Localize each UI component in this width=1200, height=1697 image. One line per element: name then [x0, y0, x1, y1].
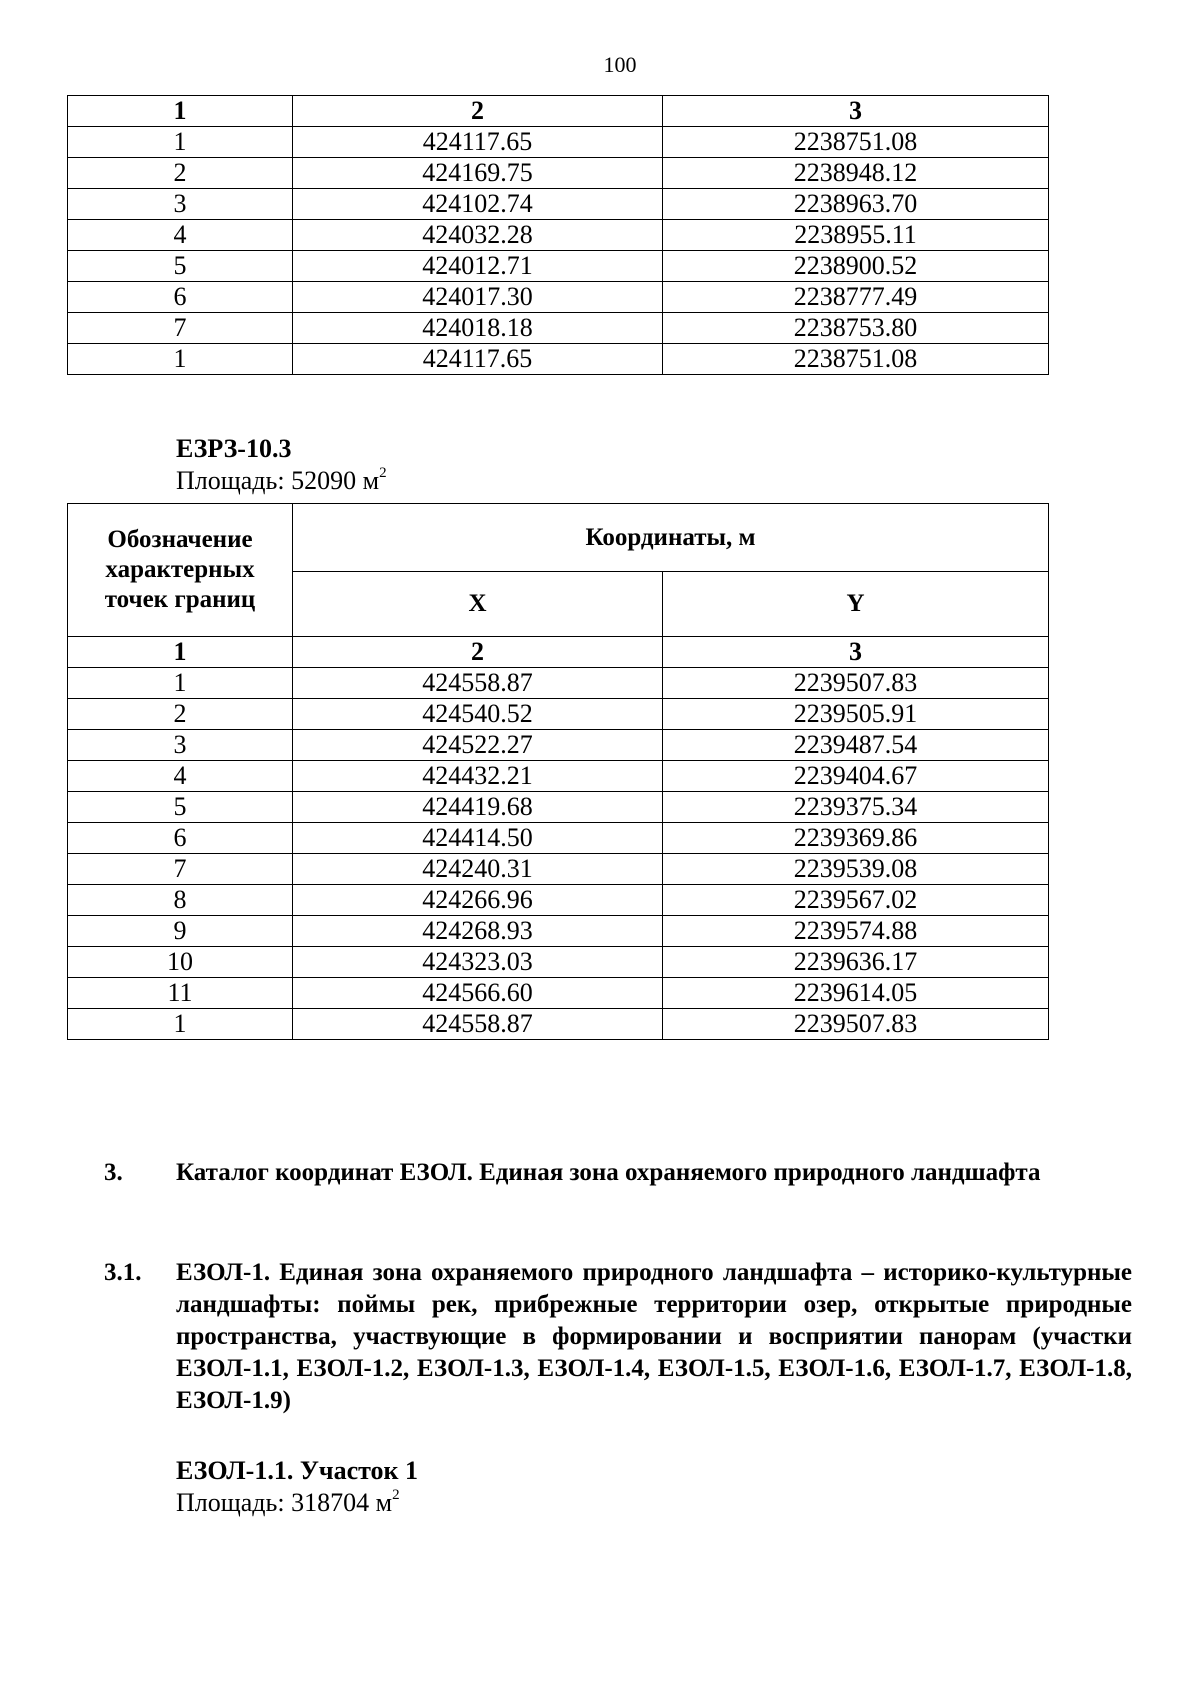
column-number: 3: [663, 637, 1049, 668]
header-x: X: [293, 572, 663, 637]
zone-ezol-1-1-heading: [176, 1455, 418, 1519]
y-coordinate-cell: 2239369.86: [663, 823, 1049, 854]
x-coordinate-cell: 424117.65: [293, 344, 663, 375]
x-coordinate-cell: 424522.27: [293, 730, 663, 761]
x-coordinate-cell: 424566.60: [293, 978, 663, 1009]
header-y: Y: [663, 572, 1049, 637]
section-title: Каталог координат ЕЗОЛ. Единая зона охраняемого природного ландшафта: [176, 1159, 1041, 1186]
table-row: [68, 282, 1049, 313]
x-coordinate-cell: 424169.75: [293, 158, 663, 189]
zone-ezrz-10-3-heading: [176, 433, 387, 497]
point-number-cell: 11: [68, 978, 293, 1009]
table-row: [68, 220, 1049, 251]
table-row: [68, 792, 1049, 823]
point-number-cell: 10: [68, 947, 293, 978]
table-row: [68, 668, 1049, 699]
point-number-cell: 3: [68, 189, 293, 220]
point-number-cell: 5: [68, 792, 293, 823]
point-number-cell: 6: [68, 282, 293, 313]
section-number: 3.: [104, 1159, 123, 1186]
coordinates-table-continued: [67, 95, 1049, 375]
point-number-cell: 7: [68, 854, 293, 885]
header-point-designation: Обозначение характерных точек границ: [68, 504, 293, 637]
point-number-cell: 9: [68, 916, 293, 947]
y-coordinate-cell: 2239375.34: [663, 792, 1049, 823]
point-number-cell: 3: [68, 730, 293, 761]
x-coordinate-cell: 424432.21: [293, 761, 663, 792]
y-coordinate-cell: 2239567.02: [663, 885, 1049, 916]
zone-area: Площадь: 52090 $м^2$: [176, 465, 387, 495]
table-row: [68, 823, 1049, 854]
y-coordinate-cell: 2238900.52: [663, 251, 1049, 282]
point-number-cell: 5: [68, 251, 293, 282]
section-3-heading: [104, 1157, 1132, 1189]
point-number-cell: 7: [68, 313, 293, 344]
point-number-cell: 1: [68, 127, 293, 158]
section-number: 3.1.: [104, 1259, 142, 1286]
column-number: 2: [293, 637, 663, 668]
point-number-cell: 8: [68, 885, 293, 916]
point-number-cell: 1: [68, 1009, 293, 1040]
table-row: [68, 885, 1049, 916]
y-coordinate-cell: 2238751.08: [663, 344, 1049, 375]
table-row: [68, 189, 1049, 220]
point-number-cell: 1: [68, 668, 293, 699]
x-coordinate-cell: 424102.74: [293, 189, 663, 220]
column-number-row: [68, 637, 1049, 668]
section-title: ЕЗОЛ-1. Единая зона охраняемого природного ландшафта – историко-культурные ландшафты: поймы рек, прибрежные территории озер, открытые природные пространства, участвующие в формировании и восприятии панорам (участки ЕЗОЛ-1.1, ЕЗОЛ-1.2, ЕЗОЛ-1.3, ЕЗОЛ-1.4, ЕЗОЛ-1.5, ЕЗОЛ-1.6, ЕЗОЛ-1.7, ЕЗОЛ-1.8, ЕЗОЛ-1.9): [176, 1259, 1132, 1414]
table-row: [68, 344, 1049, 375]
x-coordinate-cell: 424117.65: [293, 127, 663, 158]
zone-title: ЕЗОЛ-1.1. Участок 1: [176, 1456, 419, 1485]
y-coordinate-cell: 2238948.12: [663, 158, 1049, 189]
zone-title: ЕЗРЗ-10.3: [176, 434, 292, 463]
x-coordinate-cell: 424558.87: [293, 1009, 663, 1040]
column-number: 1: [68, 96, 293, 127]
y-coordinate-cell: 2238955.11: [663, 220, 1049, 251]
y-coordinate-cell: 2239505.91: [663, 699, 1049, 730]
y-coordinate-cell: 2239507.83: [663, 1009, 1049, 1040]
column-number: 2: [293, 96, 663, 127]
y-coordinate-cell: 2239539.08: [663, 854, 1049, 885]
column-number-row: [68, 96, 1049, 127]
coordinates-table-ezrz-10-3: [67, 503, 1049, 1040]
y-coordinate-cell: 2238777.49: [663, 282, 1049, 313]
x-coordinate-cell: 424240.31: [293, 854, 663, 885]
x-coordinate-cell: 424012.71: [293, 251, 663, 282]
x-coordinate-cell: 424266.96: [293, 885, 663, 916]
y-coordinate-cell: 2239574.88: [663, 916, 1049, 947]
point-number-cell: 6: [68, 823, 293, 854]
point-number-cell: 4: [68, 220, 293, 251]
x-coordinate-cell: 424017.30: [293, 282, 663, 313]
point-number-cell: 4: [68, 761, 293, 792]
table-row: [68, 947, 1049, 978]
y-coordinate-cell: 2239614.05: [663, 978, 1049, 1009]
y-coordinate-cell: 2239636.17: [663, 947, 1049, 978]
y-coordinate-cell: 2239404.67: [663, 761, 1049, 792]
zone-area: Площадь: 318704 $м^2$: [176, 1487, 400, 1517]
table-row: [68, 158, 1049, 189]
column-number: 1: [68, 637, 293, 668]
table-row: [68, 1009, 1049, 1040]
table-row: [68, 251, 1049, 282]
section-3-1-heading: [104, 1257, 1132, 1417]
column-number: 3: [663, 96, 1049, 127]
table-row: [68, 761, 1049, 792]
x-coordinate-cell: 424540.52: [293, 699, 663, 730]
table-row: [68, 313, 1049, 344]
page-number: 100: [603, 52, 637, 77]
table-row: [68, 127, 1049, 158]
table-row: [68, 699, 1049, 730]
x-coordinate-cell: 424414.50: [293, 823, 663, 854]
table-row: [68, 916, 1049, 947]
y-coordinate-cell: 2238963.70: [663, 189, 1049, 220]
x-coordinate-cell: 424268.93: [293, 916, 663, 947]
table-row: [68, 730, 1049, 761]
header-coordinates: Координаты, м: [293, 504, 1049, 572]
table-row: [68, 978, 1049, 1009]
point-number-cell: 1: [68, 344, 293, 375]
x-coordinate-cell: 424558.87: [293, 668, 663, 699]
y-coordinate-cell: 2238751.08: [663, 127, 1049, 158]
x-coordinate-cell: 424032.28: [293, 220, 663, 251]
x-coordinate-cell: 424419.68: [293, 792, 663, 823]
table-row: [68, 854, 1049, 885]
x-coordinate-cell: 424018.18: [293, 313, 663, 344]
point-number-cell: 2: [68, 158, 293, 189]
point-number-cell: 2: [68, 699, 293, 730]
y-coordinate-cell: 2238753.80: [663, 313, 1049, 344]
x-coordinate-cell: 424323.03: [293, 947, 663, 978]
y-coordinate-cell: 2239507.83: [663, 668, 1049, 699]
y-coordinate-cell: 2239487.54: [663, 730, 1049, 761]
